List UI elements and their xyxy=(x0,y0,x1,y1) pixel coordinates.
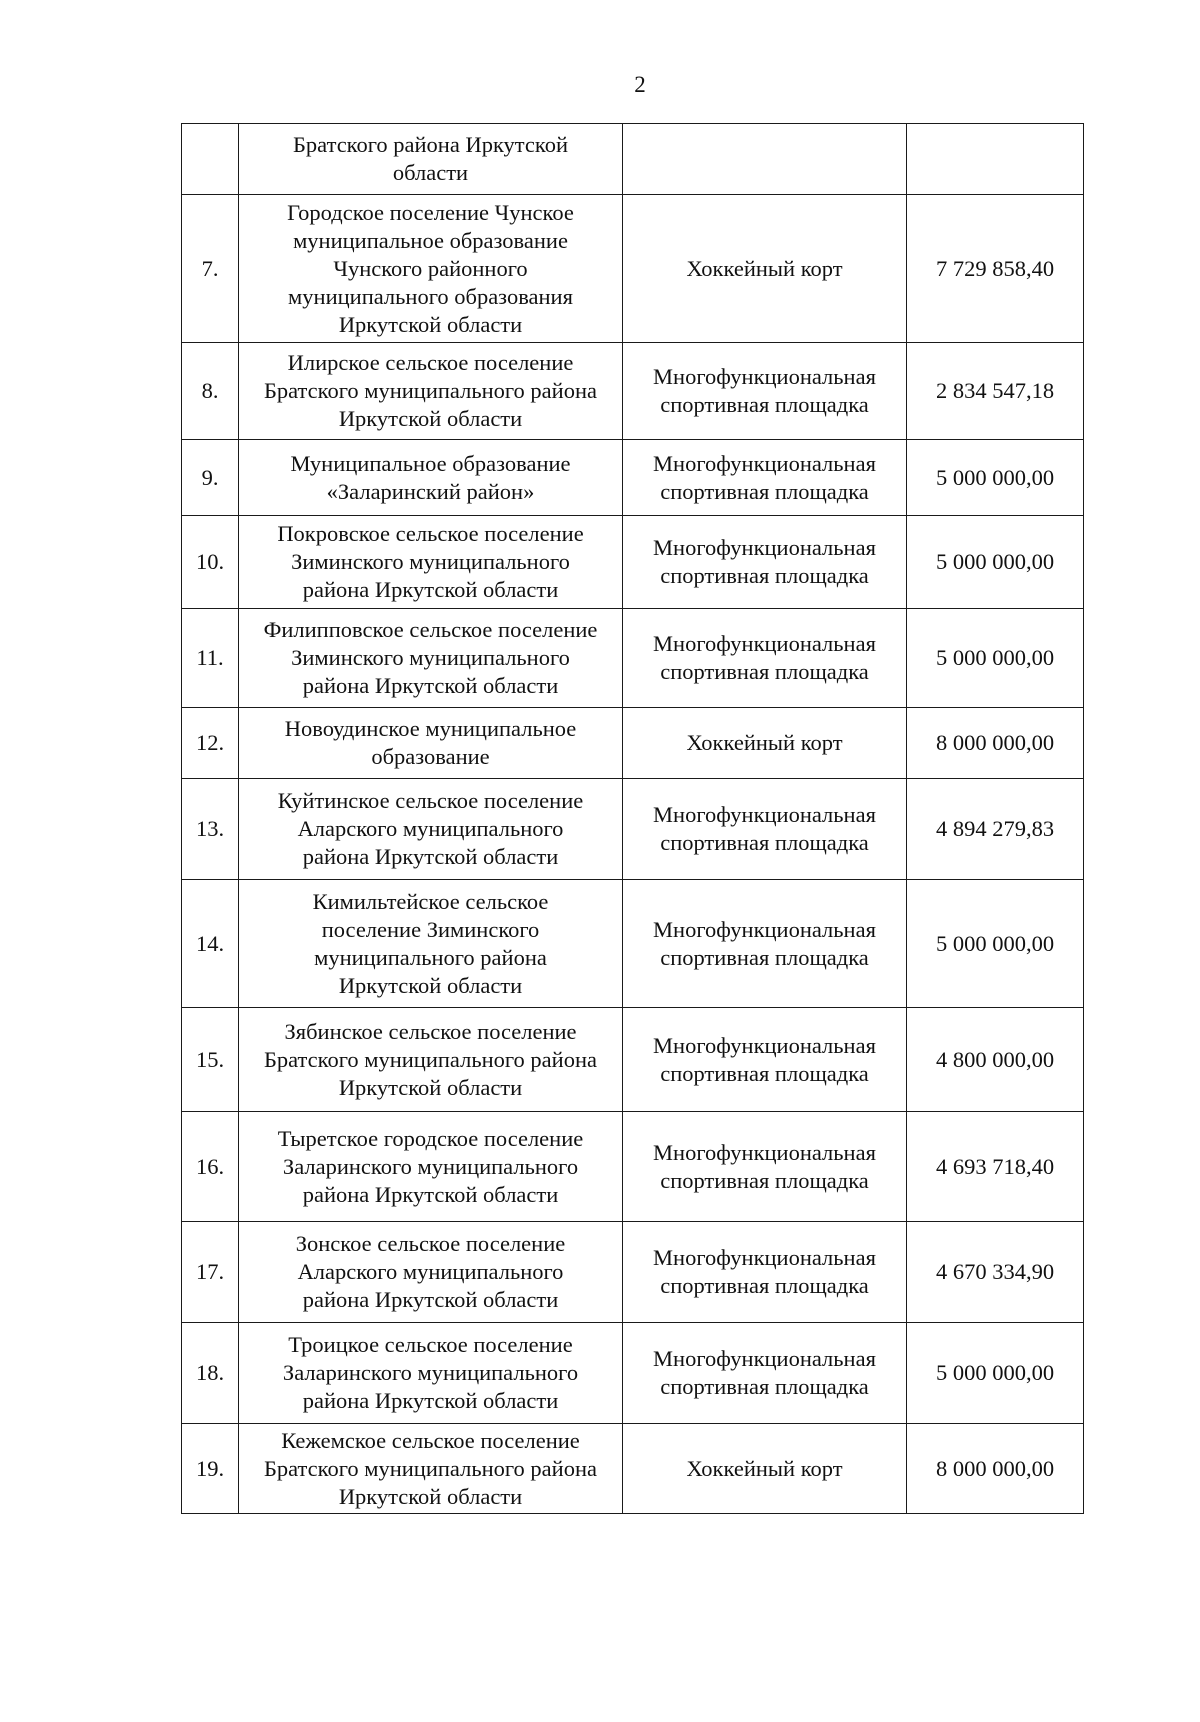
table-row xyxy=(182,440,1084,516)
table-row xyxy=(182,779,1084,880)
grant-amount: 2 834 547,18 xyxy=(907,343,1084,440)
municipality-name: Кежемское сельское поселение Братского муниципального района Иркутской области xyxy=(239,1424,623,1514)
municipality-name: Илирское сельское поселение Братского муниципального района Иркутской области xyxy=(239,343,623,440)
row-number: 14. xyxy=(182,880,239,1008)
row-number: 11. xyxy=(182,609,239,708)
facility-type: Хоккейный корт xyxy=(623,1424,907,1514)
grant-amount: 5 000 000,00 xyxy=(907,440,1084,516)
grant-amount: 5 000 000,00 xyxy=(907,880,1084,1008)
table-row xyxy=(182,516,1084,609)
facility-type: Многофункциональная спортивная площадка xyxy=(623,516,907,609)
municipality-name: Зябинское сельское поселение Братского муниципального района Иркутской области xyxy=(239,1008,623,1112)
municipality-name: Покровское сельское поселение Зиминского муниципального района Иркутской области xyxy=(239,516,623,609)
row-number: 10. xyxy=(182,516,239,609)
table-row xyxy=(182,1323,1084,1424)
facility-type: Многофункциональная спортивная площадка xyxy=(623,1222,907,1323)
grants-table xyxy=(181,123,1084,1514)
municipality-name: Филипповское сельское поселение Зиминского муниципального района Иркутской области xyxy=(239,609,623,708)
municipality-name: Муниципальное образование «Заларинский район» xyxy=(239,440,623,516)
grant-amount: 4 670 334,90 xyxy=(907,1222,1084,1323)
municipality-name: Тыретское городское поселение Заларинского муниципального района Иркутской области xyxy=(239,1112,623,1222)
facility-type: Многофункциональная спортивная площадка xyxy=(623,779,907,880)
facility-type: Многофункциональная спортивная площадка xyxy=(623,1008,907,1112)
facility-type: Многофункциональная спортивная площадка xyxy=(623,609,907,708)
municipality-name: Кимильтейское сельское поселение Зиминского муниципального района Иркутской области xyxy=(239,880,623,1008)
table-row xyxy=(182,1424,1084,1514)
grant-amount: 4 894 279,83 xyxy=(907,779,1084,880)
grant-amount: 5 000 000,00 xyxy=(907,516,1084,609)
facility-type: Многофункциональная спортивная площадка xyxy=(623,343,907,440)
facility-type: Хоккейный корт xyxy=(623,708,907,779)
table-row xyxy=(182,124,1084,195)
table-row xyxy=(182,1222,1084,1323)
facility-type: Хоккейный корт xyxy=(623,195,907,343)
facility-type: Многофункциональная спортивная площадка xyxy=(623,1112,907,1222)
row-number: 17. xyxy=(182,1222,239,1323)
grant-amount: 4 800 000,00 xyxy=(907,1008,1084,1112)
table-row xyxy=(182,708,1084,779)
municipality-name: Новоудинское муниципальное образование xyxy=(239,708,623,779)
row-number: 7. xyxy=(182,195,239,343)
municipality-name: Городское поселение Чунское муниципальное образование Чунского районного муниципального образования Иркутской области xyxy=(239,195,623,343)
grant-amount: 5 000 000,00 xyxy=(907,1323,1084,1424)
row-number: 15. xyxy=(182,1008,239,1112)
row-number: 13. xyxy=(182,779,239,880)
row-number: 16. xyxy=(182,1112,239,1222)
table-row xyxy=(182,1008,1084,1112)
grant-amount: 5 000 000,00 xyxy=(907,609,1084,708)
table-row xyxy=(182,880,1084,1008)
facility-type: Многофункциональная спортивная площадка xyxy=(623,440,907,516)
table-row xyxy=(182,1112,1084,1222)
row-number: 18. xyxy=(182,1323,239,1424)
municipality-name: Куйтинское сельское поселение Аларского муниципального района Иркутской области xyxy=(239,779,623,880)
facility-type: Многофункциональная спортивная площадка xyxy=(623,1323,907,1424)
page-number: 2 xyxy=(634,72,646,97)
row-number: 19. xyxy=(182,1424,239,1514)
row-number xyxy=(182,124,239,195)
table-row xyxy=(182,343,1084,440)
grant-amount: 8 000 000,00 xyxy=(907,708,1084,779)
table-row xyxy=(182,609,1084,708)
municipality-name: Братского района Иркутской области xyxy=(239,124,623,195)
row-number: 12. xyxy=(182,708,239,779)
grant-amount: 7 729 858,40 xyxy=(907,195,1084,343)
row-number: 8. xyxy=(182,343,239,440)
row-number: 9. xyxy=(182,440,239,516)
facility-type: Многофункциональная спортивная площадка xyxy=(623,880,907,1008)
facility-type xyxy=(623,124,907,195)
grant-amount xyxy=(907,124,1084,195)
grant-amount: 4 693 718,40 xyxy=(907,1112,1084,1222)
grant-amount: 8 000 000,00 xyxy=(907,1424,1084,1514)
municipality-name: Зонское сельское поселение Аларского муниципального района Иркутской области xyxy=(239,1222,623,1323)
table-row xyxy=(182,195,1084,343)
municipality-name: Троицкое сельское поселение Заларинского муниципального района Иркутской области xyxy=(239,1323,623,1424)
